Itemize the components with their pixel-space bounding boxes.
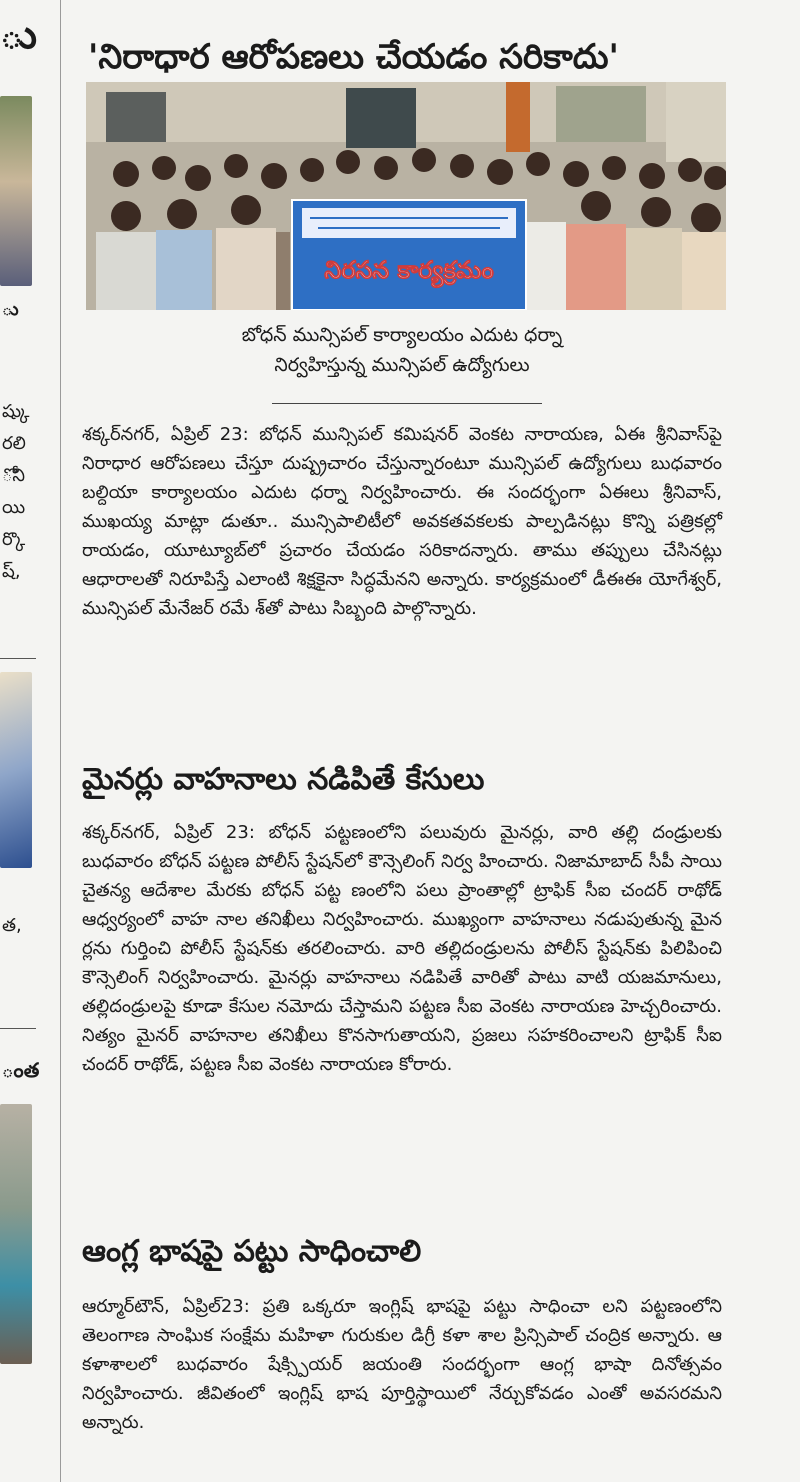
left-column-text: త, — [2, 915, 22, 936]
caption-underline — [272, 403, 542, 404]
left-column-rule — [0, 1028, 36, 1029]
protest-photo — [86, 82, 726, 310]
article2-headline: మైనర్లు వాహనాలు నడిపితే కేసులు — [82, 762, 485, 797]
left-column-text: రలి — [2, 433, 26, 454]
left-column-photo-bottom — [0, 1104, 32, 1364]
left-column-text: ు — [2, 299, 19, 320]
left-column-text: ష్, — [2, 561, 21, 582]
left-column-photo-top — [0, 96, 32, 286]
left-column-text: ంత — [2, 1058, 40, 1082]
photo-caption — [182, 320, 622, 380]
photo-caption-line-1: బోధన్ మున్సిపల్ కార్యాలయం ఎదుట ధర్నా — [241, 324, 563, 346]
protest-photo-illustration — [86, 82, 726, 310]
left-column-rule — [0, 658, 36, 659]
left-column-text: ష్కు — [2, 401, 30, 422]
photo-caption-line-2: నిర్వహిస్తున్న మున్సిపల్ ఉద్యోగులు — [274, 354, 530, 376]
article1-body: శక్కర్‌నగర్, ఏప్రిల్ 23: బోధన్ మున్సిపల్ కమిషనర్ వెంకట నారాయణ, ఏఈ శ్రీనివాస్‌పై నిరాధార ఆరోపణలు చేస్తూ దుష్ప్రచారం చేస్తున్నారంటూ మున్సిపల్ ఉద్యోగులు బుధవారం బల్దియా కార్యాలయం ఎదుట ధర్నా నిర్వహించారు. ఈ సందర్భంగా ఏఈలు శ్రీనివాస్, ముఖయ్య మాట్లా డుతూ.. మున్సిపాలిటీలో అవకతవకలకు పాల్పడినట్లు కొన్ని పత్రికల్లో రాయడం, యూట్యూబ్‌లో ప్రచారం చేయడం సరికాదన్నారు. తాము తప్పులు చేసినట్లు ఆధారాలతో నిరూపిస్తే ఎలాంటి శిక్షకైనా సిద్ధమేనని అన్నారు. కార్యక్రమంలో డీఈఈ యోగేశ్వర్, మున్సిపల్ మేనేజర్ రమే శ్‌తో పాటు సిబ్బంది పాల్గొన్నారు. — [82, 424, 722, 619]
banner-text: నిరసన కార్యక్రమం — [324, 256, 494, 284]
article2-body: శక్కర్‌నగర్, ఏప్రిల్ 23: బోధన్ పట్టణంలోని పలువురు మైనర్లు, వారి తల్లి దండ్రులకు బుధవారం బోధన్ పట్టణ పోలీస్ స్టేషన్‌లో కౌన్సెలింగ్ నిర్వ హించారు. నిజామాబాద్ సీపీ సాయి చైతన్య ఆదేశాల మేరకు బోధన్ పట్ట ణంలోని పలు ప్రాంతాల్లో ట్రాఫిక్ సీఐ చందర్ రాథోడ్ ఆధ్వర్యంలో వాహ నాల తనిఖీలు నిర్వహించారు. ముఖ్యంగా వాహనాలు నడుపుతున్న మైన ర్లను గుర్తించి పోలీస్ స్టేషన్‌కు తరలించారు. వారి తల్లిదండ్రులను పోలీస్ స్టేషన్‌కు పిలిపించి కౌన్సెలింగ్ నిర్వహించారు. మైనర్లు వాహనాలు నడిపితే వారితో పాటు వాటి యజమానులు, తల్లిదండ్రులపై కూడా కేసుల నమోదు చేస్తామని పట్టణ సీఐ వెంకట నారాయణ హెచ్చరించారు. నిత్యం మైనర్ వాహనాల తనిఖీలు కొనసాగుతాయని, ప్రజలు సహకరించాలని ట్రాఫిక్ సీఐ చందర్ రాథోడ్, పట్టణ సీఐ వెంకట నారాయణ కోరారు. — [82, 822, 722, 1075]
article3-headline: ఆంగ్ల భాషపై పట్టు సాధించాలి — [82, 1234, 422, 1269]
article1-headline: 'నిరాధార ఆరోపణలు చేయడం సరికాదు' — [88, 36, 619, 77]
left-column-photo-middle — [0, 672, 32, 868]
left-adjacent-column — [0, 0, 40, 1482]
left-column-text: ోని — [2, 465, 26, 486]
left-column-text: యి — [2, 497, 26, 518]
article3-body: ఆర్మూర్‌టౌన్, ఏప్రిల్23: ప్రతి ఒక్కరూ ఇంగ్లిష్ భాషపై పట్టు సాధించా లని పట్టణంలోని తెలంగాణ సాంఘిక సంక్షేమ మహిళా గురుకుల డిగ్రీ కళా శాల ప్రిన్సిపాల్ చంద్రిక అన్నారు. ఆ కళాశాలలో బుధవారం షేక్స్పియర్ జయంతి సందర్భంగా ఆంగ్ల భాషా దినోత్సవం నిర్వహించారు. జీవితంలో ఇంగ్లిష్ భాష పూర్తిస్థాయిలో నేర్చుకోవడం ఎంతో అవసరమని అన్నారు. — [82, 1296, 722, 1433]
left-column-headline-fragment: ు — [0, 12, 37, 58]
left-column-text: ర్కొ — [2, 529, 26, 550]
column-divider — [60, 0, 61, 1482]
